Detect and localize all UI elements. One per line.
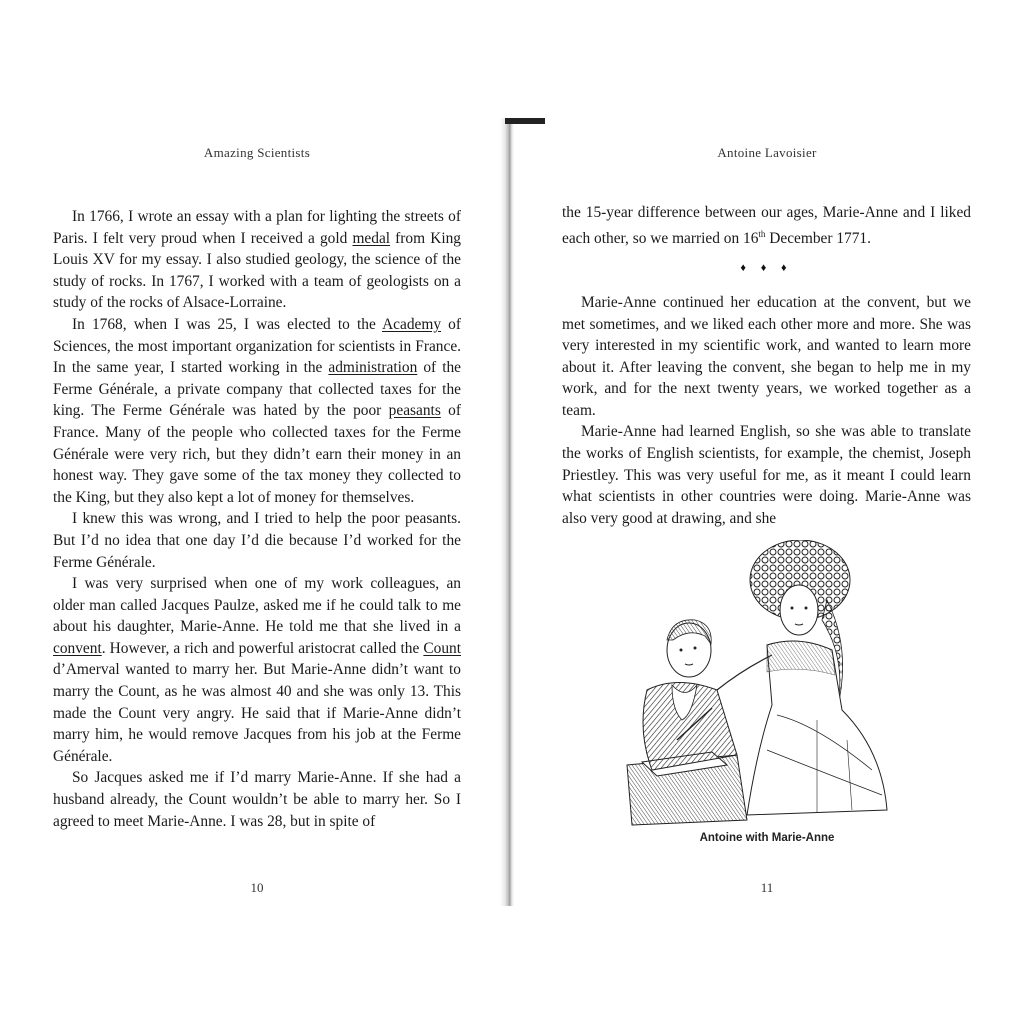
paragraph: I was very surprised when one of my work colleagues, an older man called Jacques Paulze, asked me if he could talk to me about his daughter, Marie-Anne. He told me that she lived in a convent. However, a rich and powerful aristocrat called the Count d’Amerval wanted to marry her. But Marie-Anne didn’t want to marry the Count, as he was almost 40 and she was only 13. This made the Count very angry. He said that if Marie-Anne didn’t marry him, he would remove Jacques from his job at the Ferme Générale. (53, 575, 461, 765)
running-head-left: Amazing Scientists (203, 145, 311, 160)
page-number-left: 10 (250, 880, 264, 895)
glossary-term-medal: medal (352, 229, 391, 247)
page-number-right: 11 (760, 880, 774, 895)
engraving-illustration (617, 540, 917, 830)
paragraph: So Jacques asked me if I’d marry Marie-Anne. If she had a husband already, the Count wouldn’t be able to marry her. So I agreed to meet Marie-Anne. I was 28, but in spite of (53, 769, 461, 830)
running-head-right: Antoine Lavoisier (717, 145, 817, 160)
section-ornament: ♦ ♦ ♦ (740, 262, 793, 275)
left-page (0, 0, 505, 1024)
figure-caption: Antoine with Marie-Anne (699, 832, 835, 844)
glossary-term-administration: administration (328, 359, 418, 377)
glossary-term-academy: Academy (382, 315, 442, 333)
glossary-term-convent: convent (53, 639, 102, 657)
paragraph-continuation: the 15-year difference between our ages, Marie-Anne and I liked each other, so we married on 16th December 1771. (562, 204, 971, 247)
paragraph: Marie-Anne had learned English, so she was able to translate the works of English scientists, for example, the chemist, Joseph Priestley. This was very useful for me, as it meant I could learn what scientists in other countries were doing. Marie-Anne was also very good at drawing, and she (562, 423, 971, 527)
right-page-body (562, 202, 971, 529)
glossary-term-count: Count (423, 639, 461, 657)
right-page (507, 0, 1024, 1024)
paragraph: In 1766, I wrote an essay with a plan for lighting the streets of Paris. I felt very proud when I received a gold medal from King Louis XV for my essay. I also studied geology, the science of the study of rocks. In 1767, I worked with a team of geologists on a study of the rocks of Alsace-Lorraine. (53, 208, 461, 312)
paragraph: I knew this was wrong, and I tried to help the poor peasants. But I’d no idea that one day I’d die because I’d worked for the Ferme Générale. (53, 510, 461, 571)
glossary-term-peasants: peasants (388, 402, 441, 420)
paragraph: In 1768, when I was 25, I was elected to the Academy of Sciences, the most important organization for scientists in France. In the same year, I started working in the administration of the Ferme Générale, a private company that collected taxes for the king. The Ferme Générale was hated by the poor peasants of France. Many of the people who collected taxes for the Ferme Générale were very rich, but they didn’t earn their money in an honest way. They gave some of the tax money they collected to the King, but they also kept a lot of money for themselves. (53, 315, 461, 506)
left-page-body (53, 206, 461, 832)
ordinal-suffix: th (758, 228, 766, 239)
paragraph: Marie-Anne continued her education at the convent, but we met sometimes, and we liked each other more and more. She was very interested in my scientific work, and wanted to learn more about it. After leaving the convent, she began to help me in my work, and for the next twenty years, we worked together as a team. (562, 293, 971, 419)
